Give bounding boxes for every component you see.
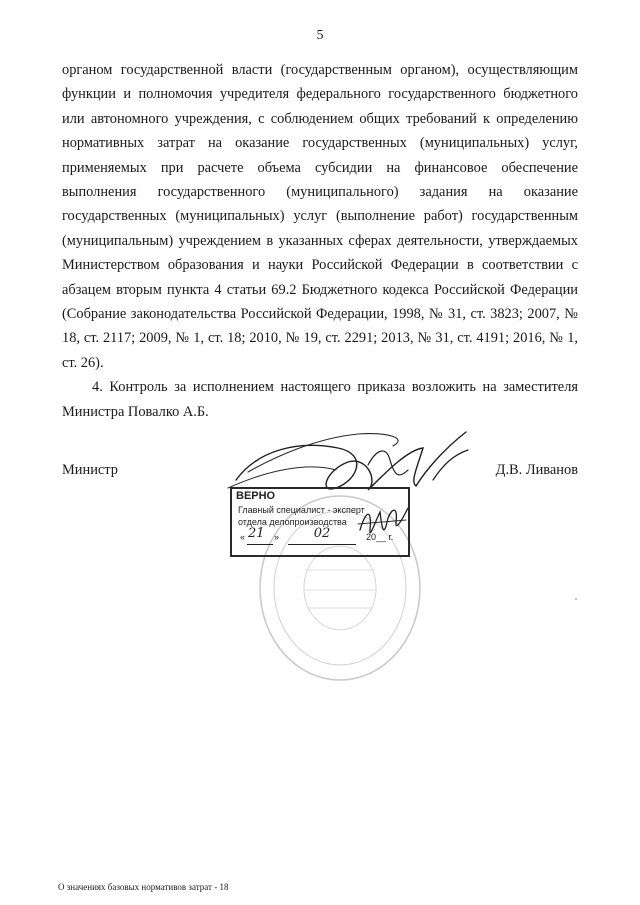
stamp-line-2: отдела делопроизводства xyxy=(238,517,347,527)
stamp-date-day: 21 xyxy=(248,526,265,541)
stamp-title: ВЕРНО xyxy=(236,490,276,502)
signature-position: Министр xyxy=(62,462,118,478)
footer-text: О значениях базовых нормативов затрат - 18 xyxy=(58,882,229,892)
document-body xyxy=(62,58,578,424)
paragraph-1: органом государственной власти (государственным органом), осуществляющим функции и полномочия учредителя федерального государственного бюджетного или автономного учреждения, с соблюдением общих требований к определению нормативных затрат на оказание государственных (муниципальных) услуг, применяемых при расчете объема субсидии на финансовое обеспечение выполнения государственного (муниципального) задания на оказание государственных (муниципальных) услуг (выполнение работ) государственным (муниципальным) учреждением в указанных сферах деятельности, утверждаемых Министерством образования и науки Российской Федерации в соответствии с абзацем вторым пункта 4 статьи 69.2 Бюджетного кодекса Российской Федерации (Собрание законодательства Российской Федерации, 1998, № 31, ст. 3823; 2007, № 18, ст. 2117; 2009, № 1, ст. 18; 2010, № 19, ст. 2291; 2013, № 31, ст. 4191; 2016, № 1, ст. 26). xyxy=(62,62,578,371)
stamp-date-month: 02 xyxy=(313,526,331,541)
stamp-date-day-underline xyxy=(247,544,273,545)
stamp-date-year: 20__ г. xyxy=(366,532,394,542)
stamp-date-open-quote: « xyxy=(240,532,246,542)
page-number: 5 xyxy=(316,28,324,43)
stamp-date-close-quote: » xyxy=(274,532,280,542)
paragraph-2: 4. Контроль за исполнением настоящего приказа возложить на заместителя Министра Повалко А.Б. xyxy=(62,379,578,420)
stamp-date-month-underline xyxy=(288,544,356,545)
stamp-line-1: Главный специалист - эксперт xyxy=(238,505,365,515)
signature-name: Д.В. Ливанов xyxy=(495,462,578,478)
scan-speck xyxy=(575,598,577,600)
specialist-signature-icon xyxy=(356,500,412,546)
